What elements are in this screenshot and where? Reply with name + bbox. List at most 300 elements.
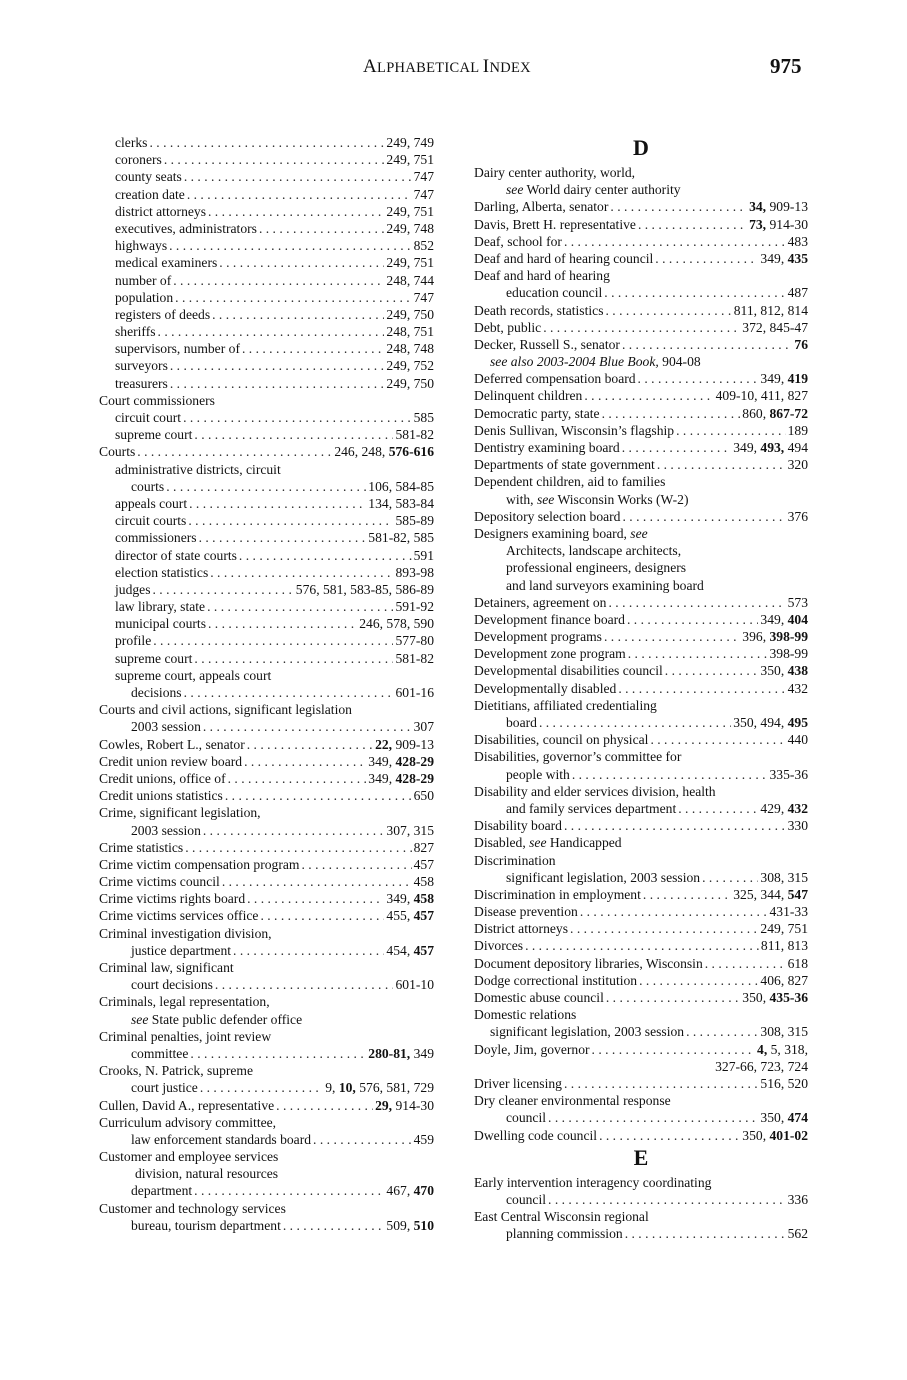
- entry-term: [99, 856, 299, 873]
- entry-text: Dentistry examining board: [474, 440, 620, 455]
- entry-term: [115, 667, 271, 684]
- page-ref: 440: [787, 732, 808, 748]
- entry-term: [474, 336, 620, 353]
- index-entry: [99, 632, 434, 649]
- entry-text: supreme court: [115, 650, 193, 666]
- entry-pages: [760, 1109, 808, 1126]
- entry-pages: [760, 869, 808, 886]
- entry-text: Departments of state government: [474, 457, 655, 473]
- entry-text: Disability board: [474, 818, 562, 834]
- entry-text: Developmentally disabled: [474, 680, 617, 696]
- entry-text: 2003 session: [131, 822, 201, 838]
- entry-text: supreme court, appeals court: [115, 667, 272, 683]
- entry-text: Dependent children, aid to families: [474, 474, 666, 490]
- page-ref: 509,: [386, 1217, 414, 1233]
- leader-dots: [225, 787, 412, 804]
- entry-term: [474, 852, 556, 869]
- index-entry: [99, 495, 434, 512]
- index-entry: [99, 581, 434, 598]
- entry-term: [131, 1217, 281, 1234]
- entry-pages: [368, 495, 434, 512]
- entry-text: Customer and technology services: [99, 1200, 286, 1216]
- page-ref: 336: [787, 1191, 808, 1207]
- page-ref-bold: 22,: [375, 736, 393, 752]
- entry-term: [474, 937, 523, 954]
- page-ref-bold: 867-72: [769, 405, 808, 421]
- page-ref: 350,: [742, 1127, 770, 1143]
- page-ref: 330: [787, 818, 808, 834]
- leader-dots: [170, 375, 385, 392]
- leader-dots: [259, 220, 384, 237]
- index-entry: [474, 336, 808, 353]
- index-entry: [99, 323, 434, 340]
- index-entry: [474, 972, 808, 989]
- entry-term: [474, 594, 606, 611]
- index-entry: [99, 1011, 434, 1028]
- page-ref: 811, 812, 814: [733, 302, 808, 318]
- index-column-right: [474, 134, 808, 1242]
- entry-pages: [414, 787, 434, 804]
- entry-text: Crime victims rights board: [99, 891, 246, 907]
- entry-text: county seats: [115, 169, 182, 185]
- page-ref: 246, 248,: [334, 444, 389, 460]
- entry-term: [506, 181, 681, 198]
- entry-see-italic: see also 2003-2004 Blue Book,: [490, 354, 659, 370]
- entry-text: Doyle, Jim, governor: [474, 1041, 590, 1057]
- leader-dots: [242, 340, 384, 357]
- index-entry: [474, 852, 808, 869]
- page-number: 975: [770, 54, 802, 78]
- entry-term: [115, 289, 173, 306]
- index-entry: [99, 839, 434, 856]
- entry-text: Development zone program: [474, 646, 626, 662]
- entry-see-italic: see: [506, 182, 524, 198]
- index-entry: [99, 804, 434, 821]
- entry-text: Dodge correctional institution: [474, 972, 638, 988]
- index-entry: [99, 615, 434, 632]
- entry-text: Dry cleaner environmental response: [474, 1093, 671, 1109]
- entry-term: [115, 168, 182, 185]
- index-entry: [99, 220, 434, 237]
- entry-text: Detainers, agreement on: [474, 594, 607, 610]
- entry-pages: [334, 443, 434, 460]
- index-entry: [474, 284, 808, 301]
- index-entry: [474, 834, 808, 851]
- page-ref: 581-82, 585: [368, 530, 434, 546]
- leader-dots: [166, 478, 366, 495]
- entry-pages: [733, 439, 808, 456]
- entry-term: [474, 611, 625, 628]
- entry-text: Credit unions statistics: [99, 788, 223, 804]
- index-entry: [99, 1079, 434, 1096]
- leader-dots: [604, 628, 740, 645]
- index-entry: [99, 667, 434, 684]
- entry-pages: [386, 822, 434, 839]
- entry-term: [474, 456, 655, 473]
- index-entry: [99, 529, 434, 546]
- entry-text: Court commissioners: [99, 392, 215, 408]
- index-entry: [99, 426, 434, 443]
- index-entry: [99, 873, 434, 890]
- index-entry: [99, 770, 434, 787]
- entry-term: [115, 495, 187, 512]
- entry-pages: [788, 456, 808, 473]
- entry-term: [474, 834, 622, 851]
- entry-text: justice department: [131, 942, 232, 958]
- leader-dots: [194, 650, 393, 667]
- page-ref: 827: [413, 839, 434, 855]
- entry-text: Domestic abuse council: [474, 990, 604, 1005]
- page-ref: 376: [787, 508, 808, 524]
- page-ref: 914-30: [392, 1097, 434, 1113]
- index-entry: [99, 787, 434, 804]
- index-entry: [474, 302, 808, 319]
- entry-text: significant legislation, 2003 session: [490, 1024, 685, 1040]
- leader-dots: [153, 632, 393, 649]
- entry-pages: [788, 1225, 808, 1242]
- entry-text: surveyors: [115, 358, 168, 374]
- entry-term: [115, 547, 237, 564]
- entry-term: [115, 323, 156, 340]
- entry-term: [474, 198, 608, 215]
- index-entry: [99, 1165, 434, 1182]
- entry-see-italic: see: [131, 1011, 149, 1027]
- page-ref: 249, 749: [386, 135, 434, 150]
- entry-text: Disabilities, council on physical: [474, 732, 649, 748]
- page-ref: 914-30: [766, 216, 808, 232]
- index-entry: [99, 1062, 434, 1079]
- entry-term: [506, 491, 689, 508]
- index-entry: [474, 1225, 808, 1242]
- entry-pages: [386, 254, 434, 271]
- entry-pages: [368, 1045, 434, 1062]
- entry-text: Wisconsin Works (W-2): [554, 491, 689, 507]
- entry-pages: [386, 151, 434, 168]
- page-ref: 432: [787, 680, 808, 696]
- entry-pages: [414, 186, 434, 203]
- entry-term: [474, 1208, 649, 1225]
- index-entry: [474, 748, 808, 765]
- page-ref: 467,: [386, 1183, 414, 1199]
- entry-term: [474, 680, 616, 697]
- entry-term: [115, 151, 162, 168]
- entry-term: [99, 701, 352, 718]
- entry-text: Document depository libraries, Wisconsin: [474, 955, 703, 971]
- entry-term: [115, 650, 192, 667]
- index-entry: [99, 168, 434, 185]
- entry-text: coroners: [115, 152, 162, 168]
- entry-term: [474, 422, 674, 439]
- leader-dots: [187, 186, 412, 203]
- index-entry: [474, 319, 808, 336]
- page-ref-bold: 280-81,: [368, 1045, 411, 1061]
- entry-term: [474, 645, 626, 662]
- entry-pages: [386, 220, 434, 237]
- entry-text: circuit courts: [115, 513, 187, 529]
- page-ref: 585: [413, 410, 434, 425]
- leader-dots: [525, 937, 759, 954]
- index-entry: [474, 164, 808, 181]
- entry-text: executives, administrators: [115, 220, 257, 236]
- index-entry: [99, 1131, 434, 1148]
- entry-term: [474, 1174, 711, 1191]
- index-entry: [474, 731, 808, 748]
- entry-text: Disabilities, governor’s committee for: [474, 749, 682, 765]
- page-ref: 249, 751: [386, 152, 434, 168]
- index-entry: [99, 718, 434, 735]
- entry-text: Debt, public: [474, 319, 542, 335]
- page-ref: 860,: [742, 405, 770, 421]
- index-entry: [474, 697, 808, 714]
- entry-text: Crooks, N. Patrick, supreme: [99, 1063, 254, 1079]
- entry-pages: [733, 886, 808, 903]
- entry-pages: [788, 508, 808, 525]
- page-ref-bold: 438: [787, 663, 808, 679]
- entry-term: [474, 920, 568, 937]
- entry-text: Disability and elder services division, health: [474, 783, 716, 799]
- entry-term: [131, 976, 213, 993]
- leader-dots: [655, 250, 758, 267]
- entry-text: supervisors, number of: [115, 341, 240, 357]
- entry-term: [474, 972, 637, 989]
- entry-term: [506, 284, 602, 301]
- page-ref-bold: 474: [787, 1110, 808, 1126]
- entry-text: Depository selection board: [474, 508, 621, 524]
- entry-term: [115, 461, 281, 478]
- entry-text: commissioners: [115, 530, 197, 546]
- entry-pages: [788, 1191, 808, 1208]
- index-entry: [99, 942, 434, 959]
- entry-term: [474, 473, 665, 490]
- index-entry: [99, 736, 434, 753]
- entry-pages: [760, 611, 808, 628]
- page-ref: 455,: [386, 908, 414, 924]
- entry-pages: [760, 662, 808, 679]
- entry-term: [99, 443, 135, 460]
- leader-dots: [564, 817, 786, 834]
- entry-term: [474, 233, 562, 250]
- page-ref-bold: 428-29: [395, 770, 434, 786]
- index-entry: [474, 628, 808, 645]
- index-entry: [99, 203, 434, 220]
- index-entry: [99, 151, 434, 168]
- entry-term: [115, 203, 206, 220]
- entry-term: [474, 989, 604, 1006]
- page-ref: 601-16: [395, 685, 434, 700]
- page-ref: 577-80: [395, 633, 434, 649]
- entry-term: [131, 1045, 188, 1062]
- entry-text: Designers examining board,: [474, 525, 631, 541]
- page-ref: 458: [413, 874, 434, 890]
- index-entry: [474, 594, 808, 611]
- entry-term: [474, 903, 578, 920]
- index-entry: [99, 392, 434, 409]
- page-ref: 852: [413, 238, 434, 254]
- page-ref: 909-13: [392, 736, 434, 752]
- entry-pages: [375, 736, 434, 753]
- entry-pages: [386, 272, 434, 289]
- page-ref: 349,: [760, 611, 788, 627]
- leader-dots: [173, 272, 384, 289]
- index-entry: [99, 1148, 434, 1165]
- page-ref-bold: 457: [413, 908, 434, 924]
- entry-pages: [395, 976, 434, 993]
- leader-dots: [194, 1182, 384, 1199]
- leader-dots: [622, 336, 792, 353]
- entry-text: Architects, landscape architects,: [506, 543, 682, 559]
- page-ref: 811, 813: [760, 938, 808, 954]
- leader-dots: [610, 198, 747, 215]
- entry-see-italic: see: [630, 525, 648, 541]
- entry-term: [115, 598, 205, 615]
- entry-term: [99, 873, 220, 890]
- leader-dots: [665, 662, 759, 679]
- leader-dots: [686, 1023, 758, 1040]
- entry-text: education council: [506, 285, 603, 301]
- entry-see-italic: see: [529, 835, 547, 851]
- entry-term: [474, 302, 603, 319]
- entry-term: [99, 804, 261, 821]
- entry-text: Customer and employee services: [99, 1149, 279, 1165]
- page-ref: 650: [413, 788, 434, 804]
- entry-text: Dietitians, affiliated credentialing: [474, 697, 657, 713]
- entry-term: [506, 800, 676, 817]
- entry-term: [99, 839, 183, 856]
- leader-dots: [606, 989, 740, 1006]
- entry-pages: [788, 731, 808, 748]
- index-entry: [99, 684, 434, 701]
- entry-term: [506, 869, 700, 886]
- leader-dots: [188, 512, 393, 529]
- index-entry: [99, 547, 434, 564]
- entry-pages: [296, 581, 434, 598]
- entry-term: [474, 1006, 576, 1023]
- index-entry: [474, 370, 808, 387]
- page-ref: 246, 578, 590: [359, 616, 434, 632]
- leader-dots: [627, 611, 758, 628]
- page-ref: 248, 748: [386, 341, 434, 357]
- entry-text: court justice: [131, 1080, 198, 1096]
- entry-term: [99, 925, 272, 942]
- entry-term: [115, 632, 151, 649]
- index-entry: [99, 1097, 434, 1114]
- page-ref-bold: 398-99: [769, 629, 808, 645]
- entry-pages: [395, 598, 434, 615]
- entry-term: [115, 272, 171, 289]
- section-letter: D: [633, 135, 649, 160]
- entry-term: [506, 1109, 546, 1126]
- entry-pages: [375, 1097, 434, 1114]
- page-ref-bold: 493,: [760, 440, 785, 455]
- entry-term: [474, 628, 602, 645]
- entry-text: Divorces: [474, 938, 524, 954]
- entry-text: Cowles, Robert L., senator: [99, 736, 245, 752]
- entry-term: [115, 220, 257, 237]
- entry-term: [131, 942, 231, 959]
- leader-dots: [638, 370, 759, 387]
- index-entry: [99, 289, 434, 306]
- index-entry: [474, 250, 808, 267]
- entry-text: medical examiners: [115, 255, 218, 271]
- entry-text: professional engineers, designers: [506, 560, 687, 576]
- page-ref: 249, 750: [386, 306, 434, 322]
- leader-dots: [233, 942, 384, 959]
- entry-term: [474, 267, 610, 284]
- entry-term: [474, 508, 620, 525]
- entry-term: [115, 254, 217, 271]
- entry-pages: [788, 955, 808, 972]
- index-entry: [99, 357, 434, 374]
- entry-term: [115, 426, 192, 443]
- entry-text: with,: [506, 491, 537, 507]
- index-entry: [474, 233, 808, 250]
- entry-text: council: [506, 1191, 547, 1207]
- page-ref: 516, 520: [760, 1075, 808, 1091]
- leader-dots: [164, 151, 385, 168]
- index-entry: [474, 1075, 808, 1092]
- page-ref: 349: [410, 1045, 434, 1061]
- entry-pages: [716, 387, 808, 404]
- leader-dots: [219, 254, 384, 271]
- index-entry: [99, 375, 434, 392]
- entry-term: [115, 581, 151, 598]
- entry-term: [131, 478, 164, 495]
- index-entry: [99, 822, 434, 839]
- entry-pages: [769, 903, 808, 920]
- index-entry: [474, 542, 808, 559]
- entry-text: significant legislation, 2003 session: [506, 869, 701, 885]
- page-ref: 349,: [733, 440, 761, 455]
- entry-pages: [414, 168, 434, 185]
- page-ref: 307: [413, 719, 434, 735]
- entry-term: [474, 731, 648, 748]
- index-entry: [99, 890, 434, 907]
- page-ref: 581-82: [395, 427, 434, 443]
- page-ref: 429,: [760, 800, 788, 816]
- entry-text: Darling, Alberta, senator: [474, 199, 609, 215]
- entry-term: [474, 1075, 562, 1092]
- index-entry: [99, 564, 434, 581]
- entry-text: people with: [506, 766, 570, 782]
- page-ref: 591-92: [395, 599, 434, 615]
- leader-dots: [543, 319, 740, 336]
- entry-pages: [386, 134, 434, 151]
- entry-pages: [368, 753, 434, 770]
- entry-pages: [414, 839, 434, 856]
- leader-dots: [189, 495, 366, 512]
- page-ref: 396,: [742, 629, 770, 645]
- section-letter: E: [633, 1144, 649, 1170]
- entry-term: [99, 1062, 253, 1079]
- leader-dots: [169, 237, 412, 254]
- entry-text: committee: [131, 1045, 189, 1061]
- entry-text: Delinquent children: [474, 388, 583, 404]
- entry-term: [506, 559, 686, 576]
- page-ref: 249, 751: [386, 255, 434, 271]
- entry-pages: [395, 632, 434, 649]
- leader-dots: [650, 731, 785, 748]
- leader-dots: [228, 770, 367, 787]
- entry-term: [115, 306, 210, 323]
- index-entry: [474, 817, 808, 834]
- leader-dots: [622, 439, 731, 456]
- leader-dots: [149, 134, 384, 151]
- entry-term: [474, 1041, 590, 1058]
- entry-pages: [742, 319, 808, 336]
- entry-text: Denis Sullivan, Wisconsin’s flagship: [474, 422, 675, 438]
- page-ref: 601-10: [395, 977, 434, 993]
- entry-see-italic: see: [536, 491, 555, 507]
